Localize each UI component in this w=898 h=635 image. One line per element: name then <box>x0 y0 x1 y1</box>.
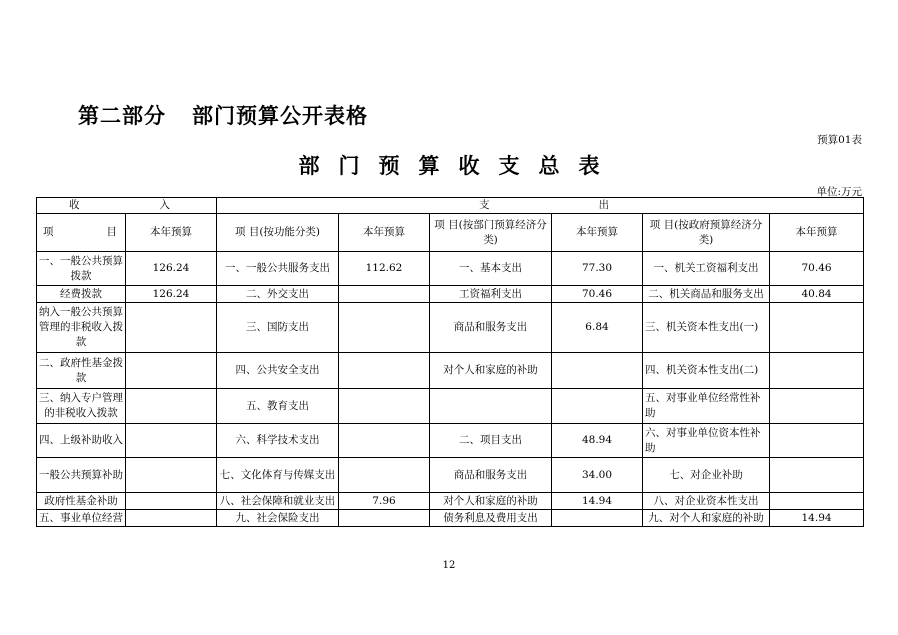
header-row-columns <box>37 214 864 252</box>
table-cell <box>339 424 430 458</box>
col-income-item: 项 目 <box>37 214 126 252</box>
table-cell: 纳入一般公共预算管理的非税收入拨款 <box>37 303 126 353</box>
table-cell: 14.94 <box>770 510 864 527</box>
table-cell: 六、科学技术支出 <box>217 424 339 458</box>
col-func-budget: 本年预算 <box>339 214 430 252</box>
table-cell: 70.46 <box>770 252 864 286</box>
table-cell: 五、对事业单位经常性补助 <box>643 389 770 424</box>
table-cell <box>770 493 864 510</box>
table-cell <box>770 353 864 389</box>
table-row <box>37 303 864 353</box>
table-cell <box>552 510 643 527</box>
table-cell: 一、机关工资福利支出 <box>643 252 770 286</box>
table-cell: 二、机关商品和服务支出 <box>643 286 770 303</box>
expense-header: 支 出 <box>217 198 864 214</box>
table-cell: 三、机关资本性支出(一) <box>643 303 770 353</box>
budget-table <box>36 197 864 527</box>
table-cell: 77.30 <box>552 252 643 286</box>
table-cell: 126.24 <box>126 286 217 303</box>
table-cell <box>126 303 217 353</box>
table-cell: 7.96 <box>339 493 430 510</box>
income-header: 收 入 <box>37 198 217 214</box>
table-cell: 商品和服务支出 <box>430 303 552 353</box>
table-row <box>37 458 864 493</box>
section-part: 第二部分 <box>78 104 166 128</box>
table-cell: 三、纳入专户管理的非税收入拨款 <box>37 389 126 424</box>
table-row <box>37 389 864 424</box>
table-row <box>37 353 864 389</box>
table-row <box>37 424 864 458</box>
table-cell <box>552 353 643 389</box>
table-cell: 二、外交支出 <box>217 286 339 303</box>
table-cell: 三、国防支出 <box>217 303 339 353</box>
table-cell: 债务利息及费用支出 <box>430 510 552 527</box>
table-cell <box>770 389 864 424</box>
unit-label: 单位:万元 <box>816 186 862 198</box>
table-cell <box>339 303 430 353</box>
table-cell <box>339 458 430 493</box>
table-cell <box>339 389 430 424</box>
table-cell <box>339 286 430 303</box>
table-cell: 四、机关资本性支出(二) <box>643 353 770 389</box>
table-row <box>37 510 864 527</box>
table-cell <box>770 424 864 458</box>
table-cell: 40.84 <box>770 286 864 303</box>
table-cell: 对个人和家庭的补助 <box>430 353 552 389</box>
table-cell <box>339 353 430 389</box>
table-cell <box>126 389 217 424</box>
table-cell <box>430 389 552 424</box>
table-cell: 一、一般公共预算拨款 <box>37 252 126 286</box>
table-cell: 14.94 <box>552 493 643 510</box>
table-cell <box>126 493 217 510</box>
table-cell: 七、对企业补助 <box>643 458 770 493</box>
table-cell: 九、社会保险支出 <box>217 510 339 527</box>
col-dept-econ-item: 项 目(按部门预算经济分类) <box>430 214 552 252</box>
table-row <box>37 286 864 303</box>
table-cell: 70.46 <box>552 286 643 303</box>
table-cell <box>552 389 643 424</box>
col-income-budget: 本年预算 <box>126 214 217 252</box>
table-cell: 一般公共预算补助 <box>37 458 126 493</box>
table-cell: 七、文化体育与传媒支出 <box>217 458 339 493</box>
table-cell <box>770 303 864 353</box>
table-row <box>37 252 864 286</box>
section-name: 部门预算公开表格 <box>192 104 368 128</box>
table-cell <box>339 510 430 527</box>
table-cell: 五、教育支出 <box>217 389 339 424</box>
table-cell: 34.00 <box>552 458 643 493</box>
table-cell: 126.24 <box>126 252 217 286</box>
table-number: 预算01表 <box>817 134 862 146</box>
table-cell: 一、基本支出 <box>430 252 552 286</box>
table-cell <box>770 458 864 493</box>
table-cell: 八、社会保障和就业支出 <box>217 493 339 510</box>
table-row <box>37 493 864 510</box>
table-cell <box>126 424 217 458</box>
table-cell: 对个人和家庭的补助 <box>430 493 552 510</box>
table-cell: 六、对事业单位资本性补助 <box>643 424 770 458</box>
table-cell: 工资福利支出 <box>430 286 552 303</box>
table-cell: 一、一般公共服务支出 <box>217 252 339 286</box>
col-dept-budget: 本年预算 <box>552 214 643 252</box>
table-cell: 112.62 <box>339 252 430 286</box>
table-cell: 48.94 <box>552 424 643 458</box>
table-cell: 五、事业单位经营 <box>37 510 126 527</box>
table-cell <box>126 353 217 389</box>
table-cell <box>126 458 217 493</box>
table-cell: 商品和服务支出 <box>430 458 552 493</box>
page-title: 部门预算收支总表 <box>298 154 619 178</box>
table-cell: 四、公共安全支出 <box>217 353 339 389</box>
table-cell: 八、对企业资本性支出 <box>643 493 770 510</box>
table-cell: 6.84 <box>552 303 643 353</box>
table-cell: 九、对个人和家庭的补助 <box>643 510 770 527</box>
header-row-group <box>37 198 864 214</box>
col-gov-budget: 本年预算 <box>770 214 864 252</box>
table-cell: 政府性基金补助 <box>37 493 126 510</box>
section-title <box>78 100 368 130</box>
page-number: 12 <box>442 560 456 571</box>
table-cell: 二、项目支出 <box>430 424 552 458</box>
table-cell: 经费拨款 <box>37 286 126 303</box>
table-cell <box>126 510 217 527</box>
col-func-item: 项 目(按功能分类) <box>217 214 339 252</box>
table-cell: 二、政府性基金拨款 <box>37 353 126 389</box>
table-cell: 四、上级补助收入 <box>37 424 126 458</box>
col-gov-econ-item: 项 目(按政府预算经济分类) <box>643 214 770 252</box>
